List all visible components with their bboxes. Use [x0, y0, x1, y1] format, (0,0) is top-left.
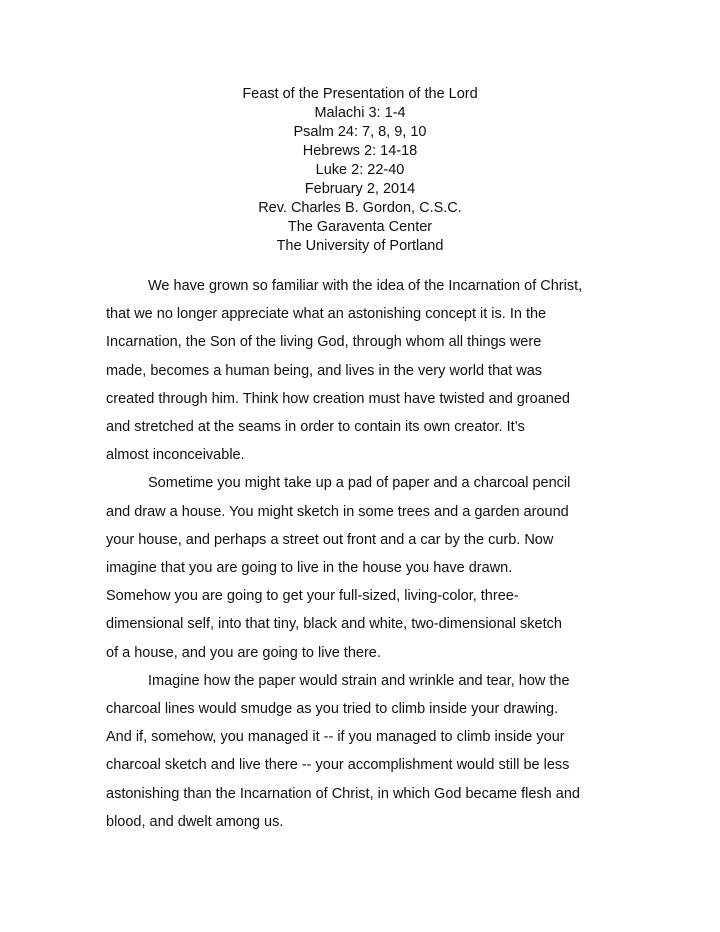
header-center: The Garaventa Center — [287, 219, 433, 235]
header-date: February 2, 2014 — [304, 181, 416, 197]
text-line: that we no longer appreciate what an astonishing concept it is. In the — [106, 306, 547, 323]
header-university: The University of Portland — [276, 238, 444, 254]
header-reading-malachi: Malachi 3: 1-4 — [314, 105, 406, 121]
text-line: imagine that you are going to live in the house you have drawn. — [106, 560, 513, 577]
sermon-header — [0, 85, 720, 256]
text-line: And if, somehow, you managed it -- if you managed to climb inside your — [106, 729, 565, 746]
text-line: made, becomes a human being, and lives in the very world that was — [106, 362, 543, 379]
header-title: Feast of the Presentation of the Lord — [242, 86, 478, 102]
header-reading-luke: Luke 2: 22-40 — [315, 162, 405, 178]
text-line: charcoal sketch and live there -- your accomplishment would still be less — [106, 757, 570, 774]
header-reading-psalm: Psalm 24: 7, 8, 9, 10 — [293, 124, 427, 140]
text-line: of a house, and you are going to live there. — [106, 644, 381, 661]
text-line: blood, and dwelt among us. — [106, 813, 284, 830]
text-line: Incarnation, the Son of the living God, through whom all things were — [106, 334, 542, 351]
text-line: charcoal lines would smudge as you tried to climb inside your drawing. — [106, 701, 559, 718]
text-line: dimensional self, into that tiny, black and white, two-dimensional sketch — [106, 616, 562, 633]
sermon-body — [106, 272, 618, 836]
text-line: your house, and perhaps a street out front and a car by the curb. Now — [106, 531, 554, 548]
paragraph — [106, 667, 618, 836]
text-line: and stretched at the seams in order to contain its own creator. It’s — [106, 419, 525, 436]
text-line: and draw a house. You might sketch in some trees and a garden around — [106, 503, 569, 520]
text-line: created through him. Think how creation must have twisted and groaned — [106, 390, 570, 407]
header-reading-hebrews: Hebrews 2: 14-18 — [302, 143, 418, 159]
paragraph — [106, 469, 618, 666]
header-author: Rev. Charles B. Gordon, C.S.C. — [258, 200, 462, 216]
text-line: Imagine how the paper would strain and wrinkle and tear, how the — [148, 672, 570, 689]
text-line: astonishing than the Incarnation of Christ, in which God became flesh and — [106, 785, 580, 802]
text-line: We have grown so familiar with the idea of the Incarnation of Christ, — [148, 278, 583, 294]
paragraph — [106, 272, 618, 469]
text-line: almost inconceivable. — [106, 447, 245, 464]
text-line: Somehow you are going to get your full-sized, living-color, three- — [106, 588, 519, 605]
text-line: Sometime you might take up a pad of paper and a charcoal pencil — [148, 475, 571, 492]
